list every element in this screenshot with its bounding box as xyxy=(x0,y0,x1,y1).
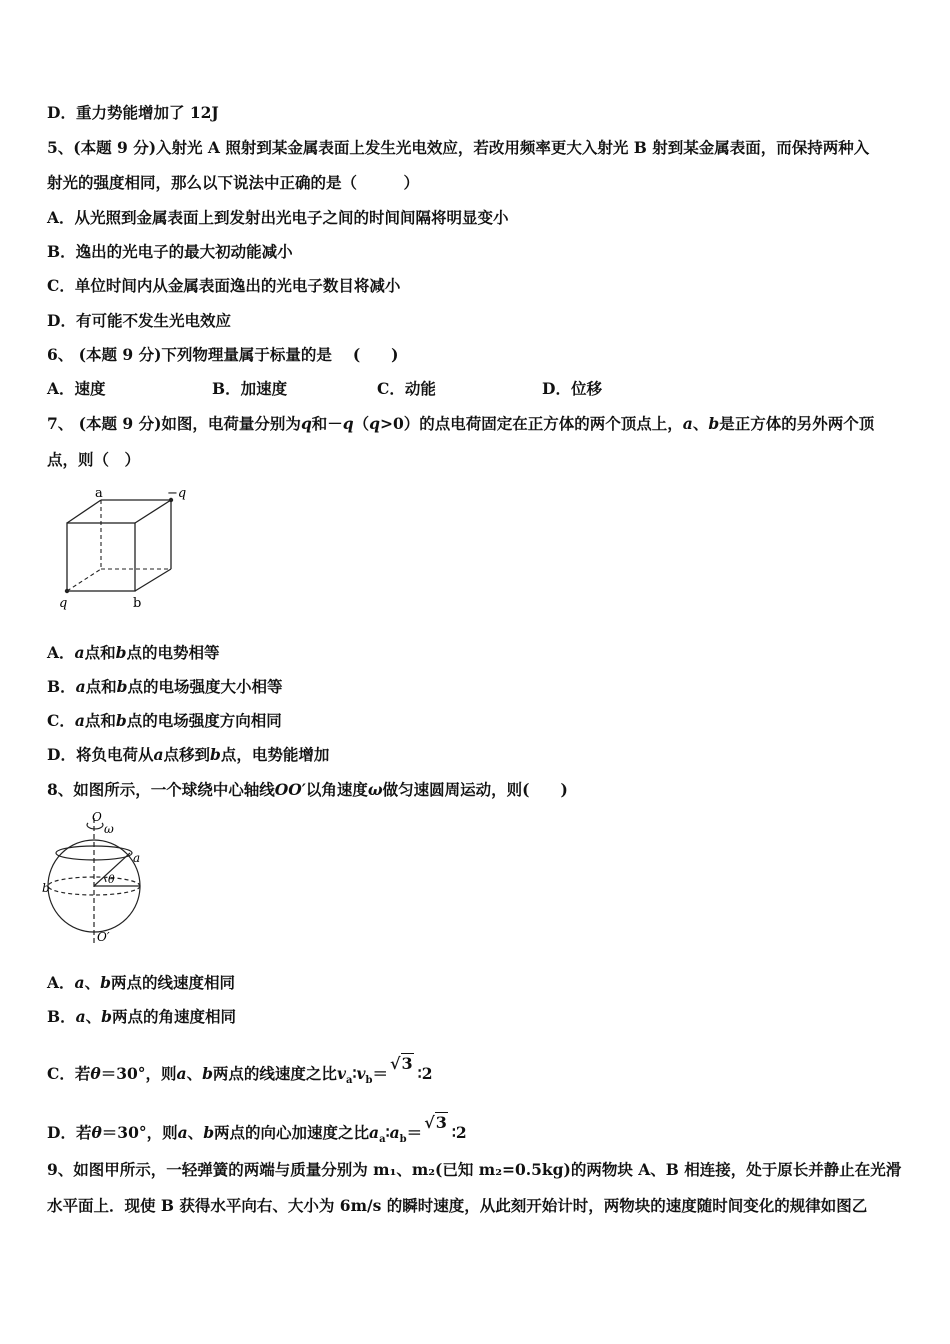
sphere-label-o: O xyxy=(92,810,102,824)
q4-option-d: D．重力势能增加了 12J xyxy=(47,103,219,122)
q7-option-c: C．a点和b点的电场强度方向相同 xyxy=(47,711,282,730)
q7-option-d: D．将负电荷从a点移到b点，电势能增加 xyxy=(47,745,330,764)
q7-stem-line2: 点，则（ ） xyxy=(47,450,141,469)
q8-option-b: B．a、b两点的角速度相同 xyxy=(47,1007,237,1026)
q5-option-c: C．单位时间内从金属表面逸出的光电子数目将减小 xyxy=(47,276,401,295)
q6-option-d: D．位移 xyxy=(542,379,602,398)
q7-option-a: A．a点和b点的电势相等 xyxy=(47,643,220,662)
cube-label-q: q xyxy=(59,596,68,611)
q5-stem-line1: 5、(本题 9 分)入射光 A 照射到某金属表面上发生光电效应，若改用频率更大入射光 B 射到某金属表面，而保持两种入 xyxy=(47,138,870,157)
q7-option-b: B．a点和b点的电场强度大小相等 xyxy=(47,677,283,696)
cube-label-b: b xyxy=(133,596,142,611)
q6-option-a: A．速度 xyxy=(47,379,106,398)
q9-line2: 水平面上．现使 B 获得水平向右、大小为 6m/s 的瞬时速度，从此刻开始计时，两物块的速度随时间变化的规律如图乙 xyxy=(47,1196,868,1215)
q6-option-c: C．动能 xyxy=(377,379,436,398)
q9-line1: 9、如图甲所示，一轻弹簧的两端与质量分别为 m₁、m₂(已知 m₂=0.5kg)的两物块 A、B 相连接，处于原长并静止在光滑 xyxy=(47,1160,902,1179)
q6-option-b: B．加速度 xyxy=(212,379,288,398)
sqrt3-symbol: √3 xyxy=(424,1113,447,1132)
sphere-label-a: a xyxy=(133,851,141,865)
sphere-label-omega: ω xyxy=(104,822,114,836)
q5-stem-line2: 射光的强度相同，那么以下说法中正确的是（ ） xyxy=(47,173,420,192)
sphere-label-b: b xyxy=(42,881,50,895)
sphere-label-theta: θ xyxy=(108,873,115,886)
cube-label-a: a xyxy=(95,486,103,501)
cube-figure xyxy=(55,485,200,615)
q8-option-a: A．a、b两点的线速度相同 xyxy=(47,973,235,992)
q5-option-d: D．有可能不发生光电效应 xyxy=(47,311,231,330)
sphere-label-o-prime: O′ xyxy=(97,930,110,944)
q5-option-a: A．从光照到金属表面上到发射出光电子之间的时间间隔将明显变小 xyxy=(47,208,509,227)
q8-option-d: D．若θ＝30°，则a、b两点的向心加速度之比$a_a∶a_b=√3∶2$ xyxy=(47,1113,467,1146)
q7-stem-line1: 7、 (本题 9 分)如图，电荷量分别为q和－q（q>0）的点电荷固定在正方体的两个顶点上，a、b是正方体的另外两个顶 xyxy=(47,414,875,433)
cube-label-neg-q: −q xyxy=(167,486,187,501)
q8-stem: 8、如图所示，一个球绕中心轴线OO′以角速度ω做匀速圆周运动，则( ) xyxy=(47,780,568,799)
q5-option-b: B．逸出的光电子的最大初动能减小 xyxy=(47,242,293,261)
sqrt3-symbol: √3 xyxy=(390,1054,413,1073)
q8-option-c: C．若θ＝30°，则a、b两点的线速度之比$v_a∶v_b=√3∶2$ xyxy=(47,1054,433,1087)
q6-stem: 6、 (本题 9 分)下列物理量属于标量的是 ( ) xyxy=(47,345,399,364)
sphere-figure xyxy=(40,808,155,950)
